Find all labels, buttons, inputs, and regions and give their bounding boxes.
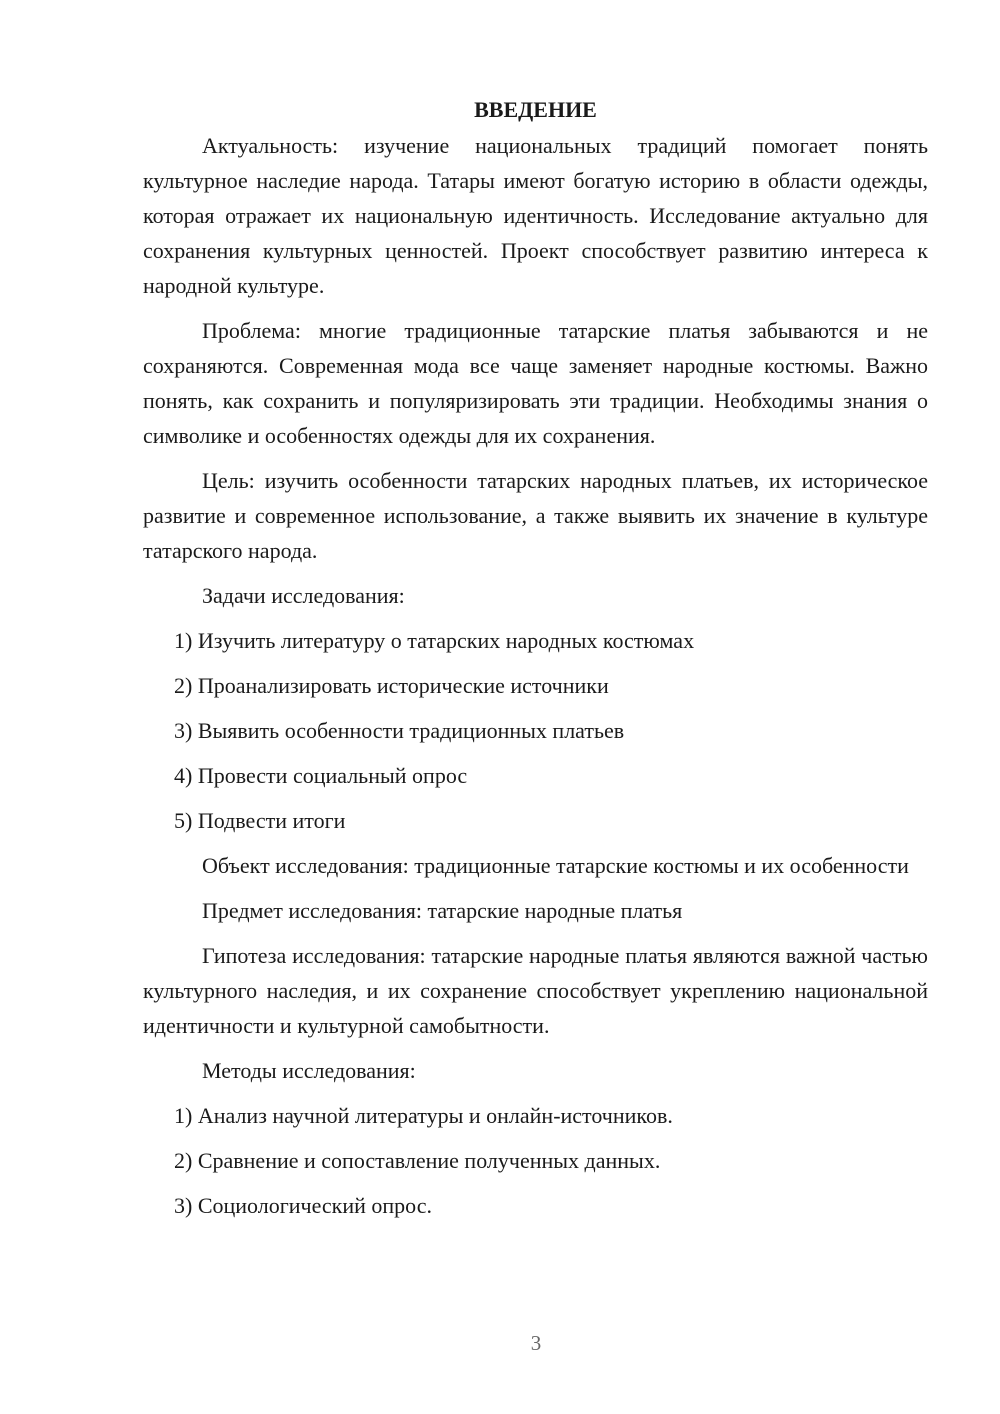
page-number: 3 [530, 1331, 542, 1355]
list-item: 5) Подвести итоги [174, 808, 346, 833]
section-heading: ВВЕДЕНИЕ [474, 97, 597, 122]
document-page [143, 92, 928, 1233]
goal-paragraph: Цель: изучить особенности татарских народных платьев, их историческое развитие и современное использование, а также выявить их значение в культуре татарского народа. [143, 468, 928, 563]
subject-line: Предмет исследования: татарские народные платья [202, 898, 683, 923]
tasks-list [143, 623, 928, 838]
problem-paragraph: Проблема: многие традиционные татарские платья забываются и не сохраняются. Современная мода все чаще заменяет народные костюмы. Важно понять, как сохранить и популяризировать эти традиции. Необходимы знания о символике и особенностях одежды для их сохранения. [143, 318, 928, 448]
list-item: 3) Социологический опрос. [174, 1193, 432, 1218]
list-item: 2) Проанализировать исторические источники [174, 673, 609, 698]
methods-list [143, 1098, 928, 1223]
list-item: 3) Выявить особенности традиционных платьев [174, 718, 625, 743]
list-item: 2) Сравнение и сопоставление полученных данных. [174, 1148, 661, 1173]
hypothesis-paragraph: Гипотеза исследования: татарские народные платья являются важной частью культурного наследия, и их сохранение способствует укреплению национальной идентичности и культурной самобытности. [143, 943, 928, 1038]
tasks-title: Задачи исследования: [202, 583, 405, 608]
relevance-paragraph: Актуальность: изучение национальных традиций помогает понять культурное наследие народа. Татары имеют богатую историю в области одежды, которая отражает их национальную идентичность. Исследование актуально для сохранения культурных ценностей. Проект способствует развитию интереса к народной культуре. [143, 133, 928, 298]
methods-title: Методы исследования: [202, 1058, 416, 1083]
list-item: 4) Провести социальный опрос [174, 763, 468, 788]
list-item: 1) Изучить литературу о татарских народных костюмах [174, 628, 695, 653]
list-item: 1) Анализ научной литературы и онлайн-источников. [174, 1103, 673, 1128]
object-paragraph: Объект исследования: традиционные татарские костюмы и их особенности [202, 853, 909, 878]
